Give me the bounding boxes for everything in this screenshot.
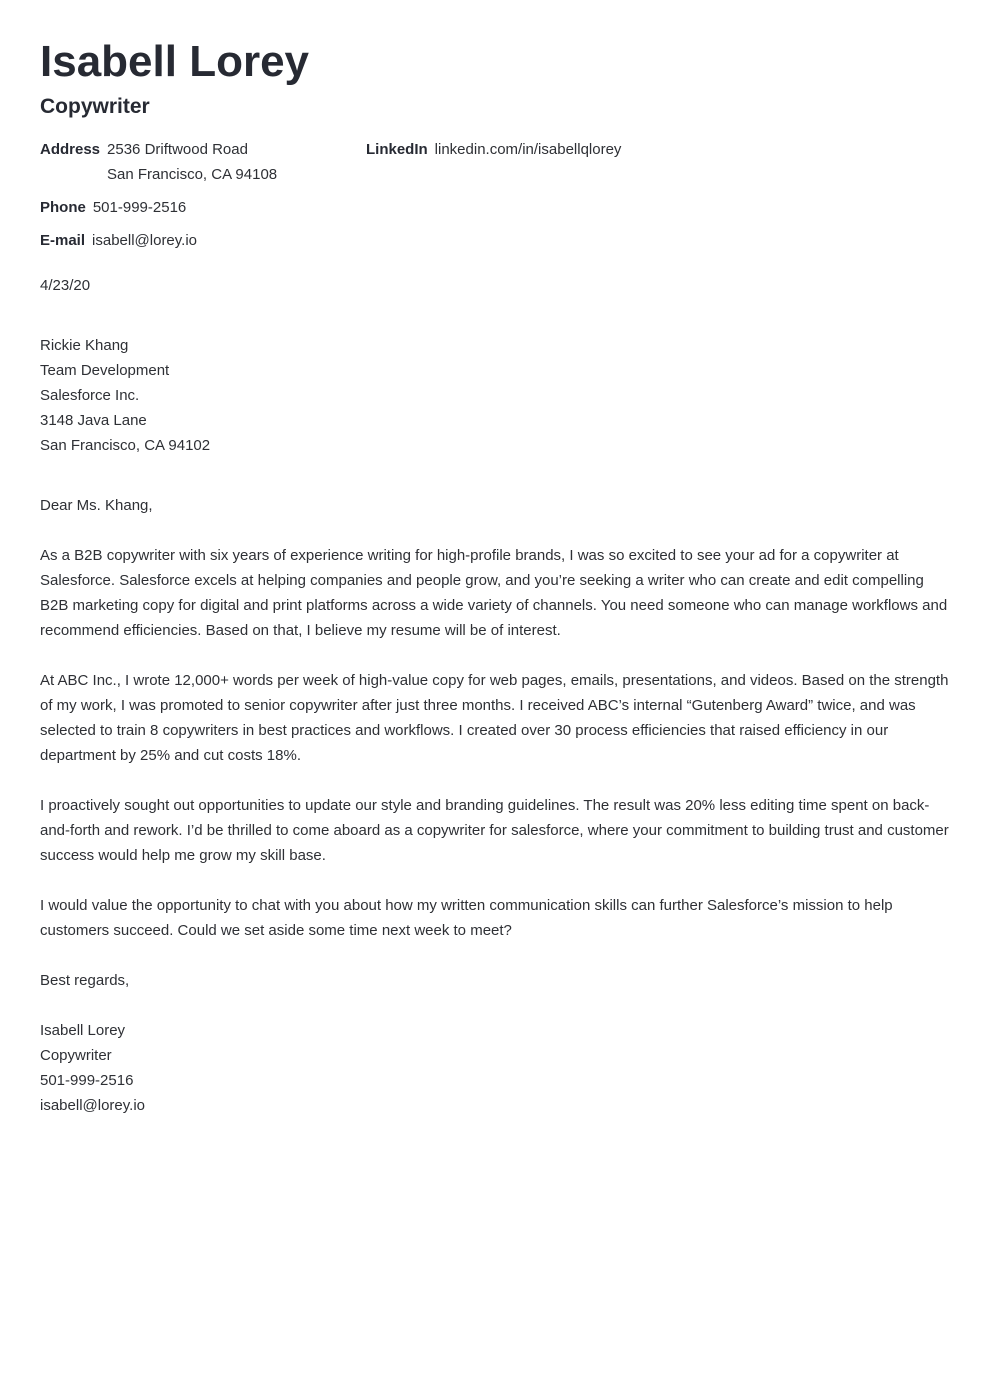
address-line2: San Francisco, CA 94108 xyxy=(107,166,278,183)
body-paragraph: As a B2B copywriter with six years of experience writing for high-profile brands, I was so excited to see your ad for a copywriter at Salesforce. Salesforce excels at helping companies and people grow, and you’re seeking a writer who can create and edit compelling B2B marketing copy for digital and print platforms across a wide variety of channels. You need someone who can manage workflows and recommend efficiencies. Based on that, I believe my resume will be of interest. xyxy=(40,547,948,639)
email-label: E-mail xyxy=(40,232,86,249)
body-paragraph: I proactively sought out opportunities to update our style and branding guidelines. The result was 20% less editing time spent on back-and-forth and rework. I’d be thrilled to come aboard as a copywriter for salesforce, where your commitment to building trust and customer success would help me grow my skill base. xyxy=(40,797,949,864)
recipient-department: Team Development xyxy=(40,362,170,379)
contact-address xyxy=(40,137,277,187)
linkedin-link[interactable]: linkedin.com/in/isabellqlorey xyxy=(434,141,622,158)
letter-date: 4/23/20 xyxy=(40,277,91,294)
phone-label: Phone xyxy=(40,199,86,216)
body-paragraph: At ABC Inc., I wrote 12,000+ words per week of high-value copy for web pages, emails, presentations, and videos. Based on the strength of my work, I was promoted to senior copywriter after just three months. I received ABC’s internal “Gutenberg Award” twice, and was selected to train 8 copywriters in best practices and workflows. I created over 30 process efficiencies that raised efficiency in our department by 25% and cut costs 18%. xyxy=(40,672,949,764)
recipient-company: Salesforce Inc. xyxy=(40,387,140,404)
address-label: Address xyxy=(40,141,101,158)
recipient-city: San Francisco, CA 94102 xyxy=(40,437,211,454)
body-paragraph: I would value the opportunity to chat with you about how my written communication skills can further Salesforce’s mission to help customers succeed. Could we set aside some time next week to meet? xyxy=(40,897,893,939)
signature-title: Copywriter xyxy=(40,1047,112,1064)
recipient-name: Rickie Khang xyxy=(40,337,129,354)
applicant-name: Isabell Lorey xyxy=(40,37,310,86)
contact-email xyxy=(40,228,197,253)
email-link[interactable]: isabell@lorey.io xyxy=(92,232,198,249)
recipient-block xyxy=(40,333,210,458)
applicant-role: Copywriter xyxy=(40,95,150,118)
signature-email[interactable]: isabell@lorey.io xyxy=(40,1097,145,1114)
phone-value: 501-999-2516 xyxy=(92,199,187,216)
address-line1: 2536 Driftwood Road xyxy=(107,141,248,158)
salutation: Dear Ms. Khang, xyxy=(40,497,153,514)
linkedin-label: LinkedIn xyxy=(366,141,428,158)
contact-linkedin xyxy=(366,137,621,162)
signature-block xyxy=(40,1018,145,1118)
signature-phone: 501-999-2516 xyxy=(40,1072,134,1089)
address-value xyxy=(107,137,277,187)
recipient-street: 3148 Java Lane xyxy=(40,412,147,429)
signature-name: Isabell Lorey xyxy=(40,1022,126,1039)
contact-phone xyxy=(40,195,186,220)
closing: Best regards, xyxy=(40,972,130,989)
